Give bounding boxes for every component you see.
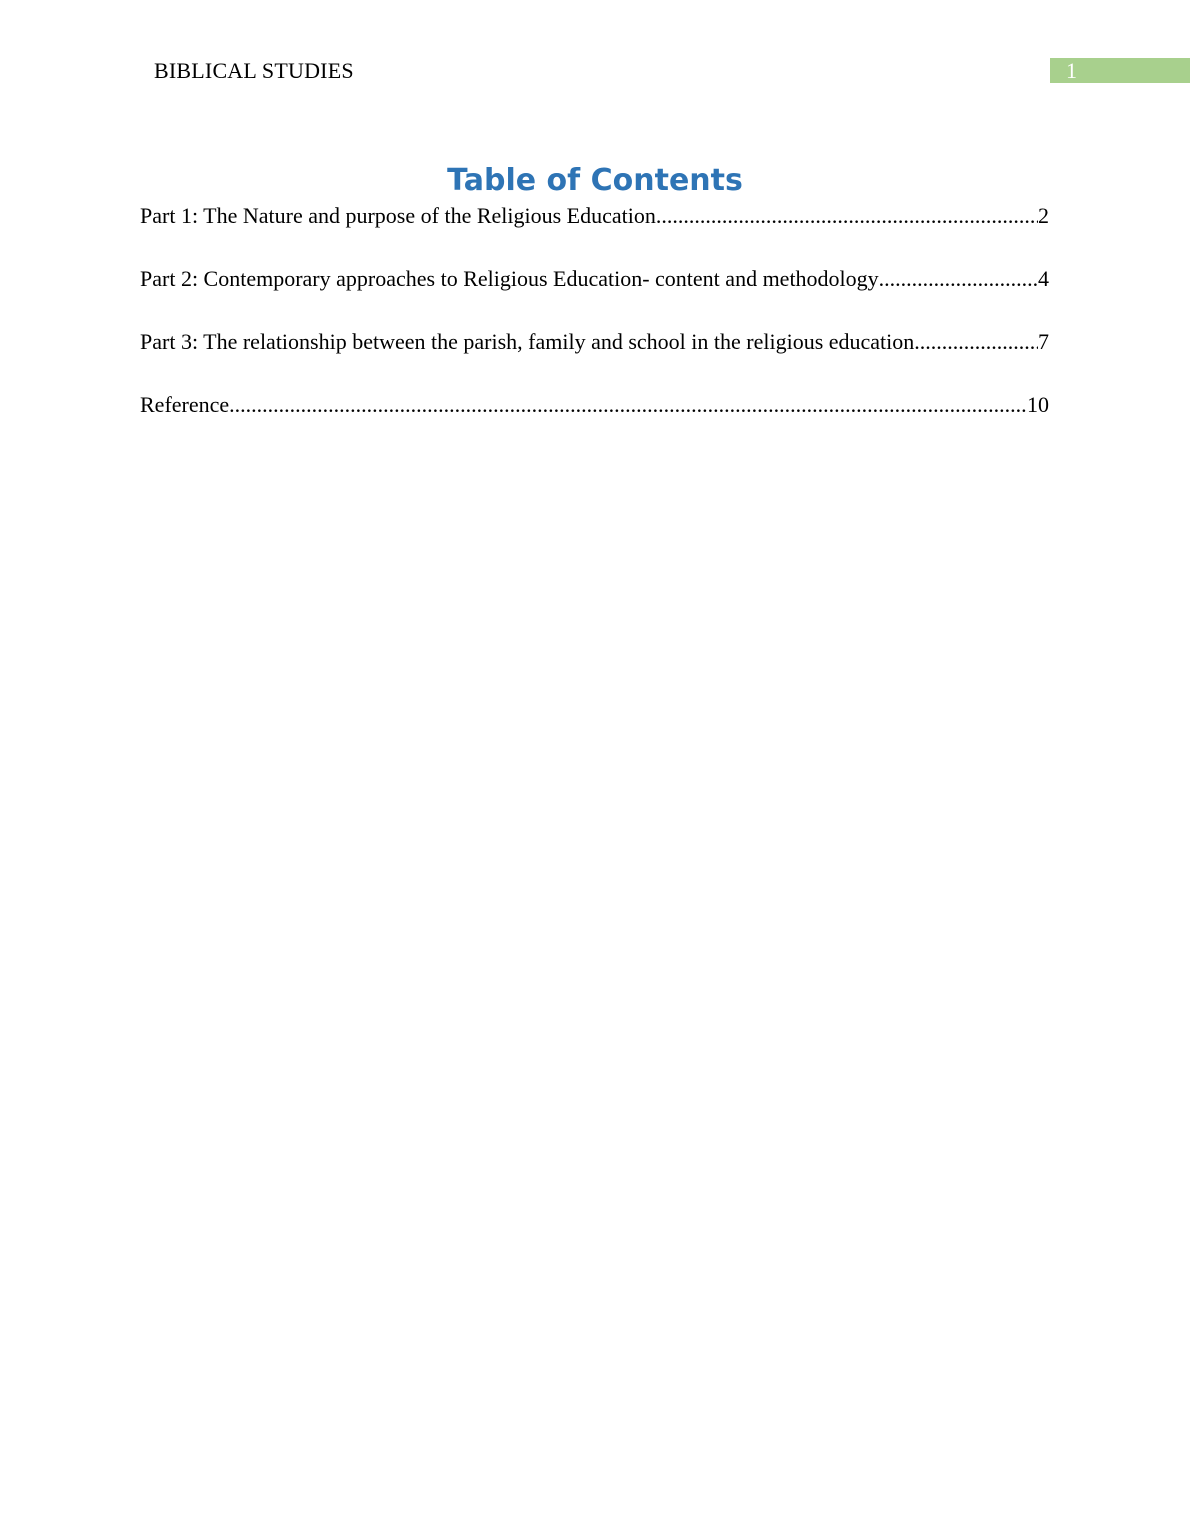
toc-dot-leader [656,202,1038,230]
toc-dot-leader [914,328,1038,356]
toc-entry-page: 2 [1038,203,1049,228]
toc-entry-page: 7 [1038,329,1049,354]
toc-entry-page: 4 [1038,266,1049,291]
toc-entry-part-2[interactable] [140,265,1049,293]
toc-entry-text: Part 1: The Nature and purpose of the Religious Education [140,203,656,228]
toc-entry-text: Part 3: The relationship between the parish, family and school in the religious education [140,329,915,354]
toc-dot-leader [879,265,1038,293]
page-number-badge [1050,58,1190,83]
toc-list [140,202,1049,454]
toc-title: Table of Contents [447,163,743,198]
toc-entry-text: Reference [140,392,230,417]
page-number: 1 [1066,58,1077,83]
toc-entry-part-1[interactable] [140,202,1049,230]
toc-entry-part-3[interactable] [140,328,1049,356]
toc-dot-leader [229,391,1027,419]
toc-entry-text: Part 2: Contemporary approaches to Religious Education- content and methodology [140,266,879,291]
toc-entry-reference[interactable] [140,391,1049,419]
running-head: BIBLICAL STUDIES [154,58,354,83]
toc-entry-page: 10 [1027,392,1049,417]
